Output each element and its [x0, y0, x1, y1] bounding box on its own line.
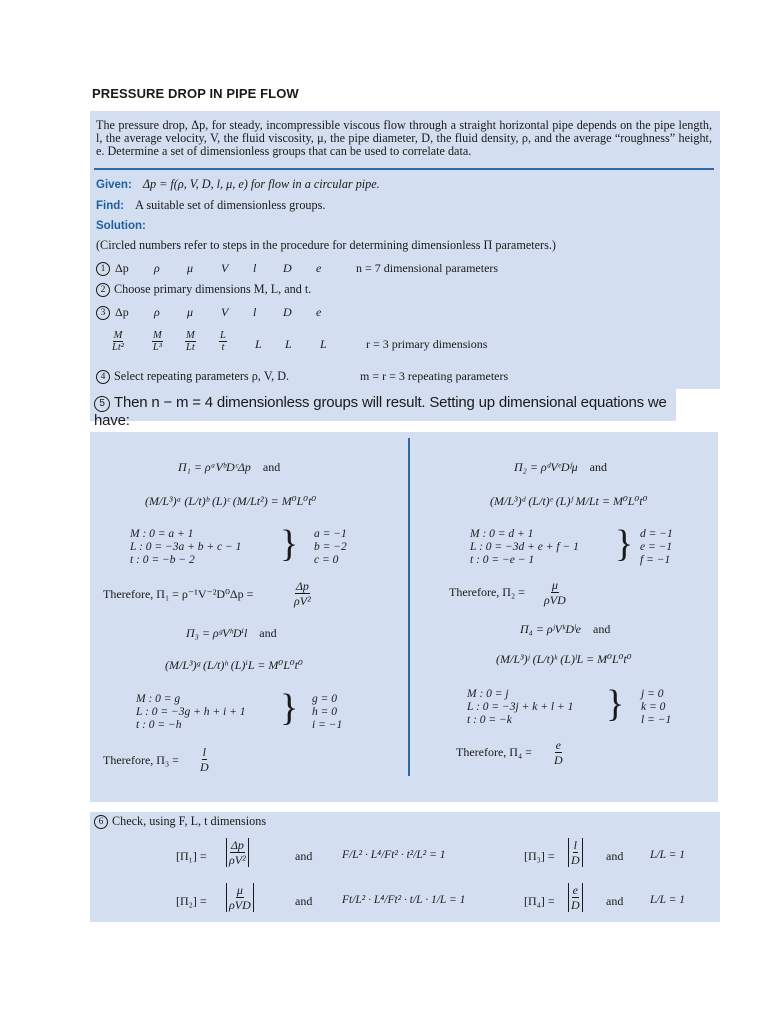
- step-4-note: m = r = 3 repeating parameters: [360, 369, 509, 383]
- step-number: 4: [96, 370, 110, 384]
- problem-statement: The pressure drop, Δp, for steady, incompressible viscous flow through a straight horizontal pipe depends on the pipe length, l, the average velocity, V, the fluid viscosity, μ, the pipe diameter, D, the fluid density, ρ, and the average “roughness” height, e. Determine a set of dimensionless groups that can be used to correlate data.: [96, 118, 712, 158]
- given-label: Given:: [96, 179, 132, 191]
- dimension-fraction: $\frac{M}{\text{L³}}$: [152, 330, 162, 353]
- pi-1-result-label: Therefore, Π₁ = ρ⁻¹V⁻²D⁰Δp =: [103, 587, 254, 601]
- check-pi-3-lhs: [Π₃] =: [524, 849, 555, 863]
- step-6: [94, 814, 266, 829]
- variable: ρ: [154, 261, 160, 275]
- variable: V: [221, 261, 229, 275]
- variable: μ: [187, 305, 194, 319]
- step-number: 3: [96, 306, 110, 320]
- step-5: [94, 394, 676, 429]
- given-text: Δp = f(ρ, V, D, l, μ, e) for flow in a circular pipe.: [142, 177, 380, 191]
- variable: Δp: [115, 261, 129, 275]
- check-pi-1-rhs: F/L² · L⁴/Ft² · t²/L² = 1: [342, 849, 446, 861]
- pi-3-solution: g = 0 h = 0 i = −1: [312, 693, 343, 731]
- pi-1-result: $\frac{\Delta p}{\text{ρV²}}$: [294, 579, 311, 608]
- step-1: [96, 261, 114, 276]
- variable: e: [316, 305, 322, 319]
- pi-3-result-label: Therefore, Π₃ =: [103, 753, 179, 767]
- variable: D: [283, 261, 292, 275]
- pi-2-result: μ ρVD: [544, 578, 566, 607]
- pi-3-definition: Π₃ = ρᵍVʰDⁱl and: [186, 626, 277, 640]
- variable: e: [316, 261, 322, 275]
- pi-4-solution: j = 0 k = 0 l = −1: [641, 688, 672, 726]
- check-pi-1-fraction: $\frac{\Delta p}{\text{ρV²}}$: [226, 838, 249, 867]
- find-line: [96, 198, 325, 213]
- check-pi-1-and: and: [295, 849, 313, 863]
- step-6-text: Check, using F, L, t dimensions: [112, 814, 267, 828]
- divider-rule: [94, 168, 714, 170]
- variable: D: [283, 305, 292, 319]
- pi-3-dimensional-equation: (M/L³)ᵍ (L/t)ʰ (L)ⁱL = M⁰L⁰t⁰: [165, 658, 303, 672]
- check-pi-4-fraction: $\frac{e}{D}$: [568, 883, 583, 912]
- pi-2-solution: d = −1 e = −1 f = −1: [640, 528, 673, 566]
- pi-4-dimensional-equation: (M/L³)ʲ (L/t)ᵏ (L)ˡL = M⁰L⁰t⁰: [496, 652, 632, 666]
- step-3-note: r = 3 primary dimensions: [366, 337, 488, 351]
- page-title: PRESSURE DROP IN PIPE FLOW: [92, 86, 299, 101]
- pi-4-result: $\frac{e}{D}$: [554, 738, 563, 767]
- step-number: 2: [96, 283, 110, 297]
- variable: ρ: [154, 305, 160, 319]
- check-panel: [90, 812, 720, 922]
- step-2: [96, 282, 311, 297]
- derivation-panel: [90, 432, 718, 802]
- variable: V: [221, 305, 229, 319]
- pi-1-dimensional-equation: (M/L³)ᵃ (L/t)ᵇ (L)ᶜ (M/Lt²) = M⁰L⁰t⁰: [145, 494, 317, 508]
- check-pi-2-fraction: μ ρVD: [226, 883, 254, 912]
- pi-1-definition: Π₁ = ρᵃVᵇDᶜΔp and: [178, 460, 281, 474]
- pi-4-equations: M : 0 = j L : 0 = −3j + k + l + 1 t : 0 = −k: [467, 688, 574, 726]
- variable: l: [253, 261, 257, 275]
- problem-panel: The pressure drop, Δp, for steady, incompressible viscous flow through a straight horizontal pipe depends on the pipe length, l, the average velocity, V, the fluid viscosity, μ, the pipe diameter, D, the fluid density, ρ, and the average “roughness” height, e. Determine a set of dimensionless groups that can be used to correlate data. Given: Δp = f(ρ, V, D, l, μ, e) for flow in a circular pipe. Find: A suitable set of dimensionless groups. Solution: (Circled numbers refer to steps in the procedure for determining dimensionless Π parameters.) 1 Δp ρ μ V l D e n = 7 dimensional parameters 2 Choose primary dimensions M, L, and t. 3 Δp ρ μ V l D e $\frac{M}{\text{Lt²}}$ $\frac{M}{\text{L³}}$ $\frac{M}{Lt}$ $\frac{L}{t}$ L L L r = 3 primary dimensions 4 Select repeating parameters ρ, V, D. m = r = 3 repeating parameters: [90, 111, 720, 389]
- brace: }: [280, 687, 299, 729]
- pi-1-equations: M : 0 = a + 1 L : 0 = −3a + b + c − 1 t : 0 = −b − 2: [130, 528, 242, 566]
- check-pi-4-lhs: [Π₄] =: [524, 894, 555, 908]
- pi-2-definition: Π₂ = ρᵈVᵉDᶠμ and: [514, 460, 607, 474]
- pi-2-result-label: Therefore, Π₂ =: [449, 585, 525, 599]
- pi-4-definition: Π₄ = ρʲVᵏDˡe and: [520, 622, 611, 636]
- step-number: 1: [96, 262, 110, 276]
- variable: l: [253, 305, 257, 319]
- step-4-text: Select repeating parameters ρ, V, D.: [114, 369, 290, 383]
- check-pi-1-lhs: [Π₁] =: [176, 849, 207, 863]
- dimension-fraction: $\frac{M}{Lt}$: [185, 330, 195, 353]
- variable: Δp: [115, 305, 129, 319]
- dimension-fraction: $\frac{L}{t}$: [220, 330, 226, 353]
- step-5-panel: [90, 389, 676, 429]
- pi-3-equations: M : 0 = g L : 0 = −3g + h + i + 1 t : 0 = −h: [136, 693, 246, 731]
- check-pi-2-lhs: [Π₂] =: [176, 894, 207, 908]
- solution-label: Solution:: [96, 220, 146, 232]
- dimension-fraction: $\frac{M}{\text{Lt²}}$: [112, 330, 124, 353]
- check-pi-3-fraction: $\frac{l}{D}$: [568, 838, 583, 867]
- pi-2-dimensional-equation: (M/L³)ᵈ (L/t)ᵉ (L)ᶠ M/Lt = M⁰L⁰t⁰: [490, 494, 648, 508]
- check-pi-3-and: and: [606, 849, 624, 863]
- pi-2-equations: M : 0 = d + 1 L : 0 = −3d + e + f − 1 t : 0 = −e − 1: [470, 528, 579, 566]
- step-number: 5: [94, 396, 110, 412]
- pi-4-result-label: Therefore, Π₄ =: [456, 745, 532, 759]
- find-text: A suitable set of dimensionless groups.: [135, 198, 326, 212]
- check-pi-2-rhs: Ft/L² · L⁴/Ft² · t/L · 1/L = 1: [342, 894, 466, 906]
- step-4: [96, 369, 289, 384]
- check-pi-3-rhs: L/L = 1: [650, 849, 686, 861]
- step-5-text: Then n − m = 4 dimensionless groups will result. Setting up dimensional equations we have:: [94, 394, 667, 429]
- brace: }: [606, 683, 625, 725]
- step-3: [96, 305, 114, 320]
- step-1-note: n = 7 dimensional parameters: [356, 261, 499, 275]
- brace: }: [615, 523, 634, 565]
- given-line: [96, 177, 380, 192]
- column-divider: [408, 438, 410, 776]
- solution-line: [96, 218, 146, 233]
- check-pi-4-rhs: L/L = 1: [650, 894, 686, 906]
- pi-1-solution: a = −1 b = −2 c = 0: [314, 528, 347, 566]
- check-pi-2-and: and: [295, 894, 313, 908]
- brace: }: [280, 523, 299, 565]
- procedure-note: (Circled numbers refer to steps in the procedure for determining dimensionless Π parameters.): [96, 238, 556, 252]
- step-number: 6: [94, 815, 108, 829]
- check-pi-4-and: and: [606, 894, 624, 908]
- pi-3-result: $\frac{l}{D}$: [200, 745, 209, 774]
- find-label: Find:: [96, 200, 125, 212]
- step-2-text: Choose primary dimensions M, L, and t.: [114, 282, 312, 296]
- variable: μ: [187, 261, 194, 275]
